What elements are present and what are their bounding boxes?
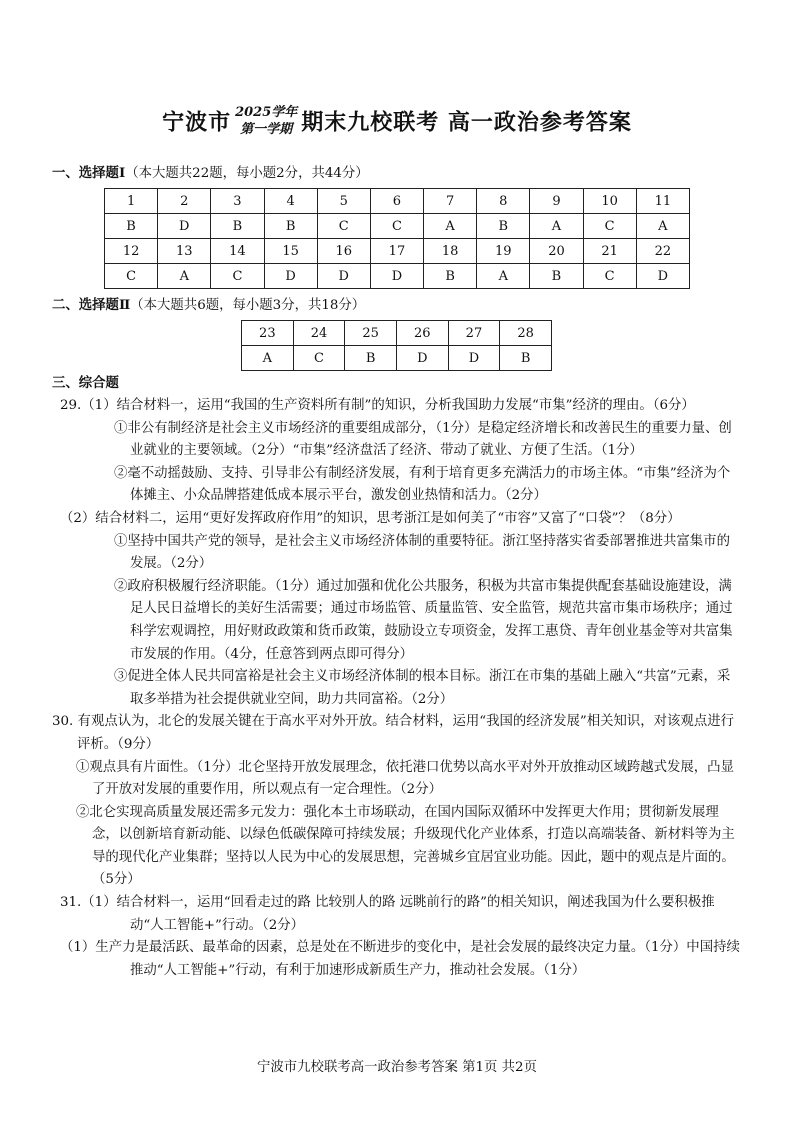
table-cell: A <box>424 214 477 239</box>
title-term: 第一学期 <box>240 122 293 137</box>
table-cell: 2 <box>158 189 211 214</box>
table-cell: 12 <box>105 239 158 264</box>
table-cell: 28 <box>500 321 552 346</box>
table-cell: B <box>345 346 397 371</box>
page-footer: 宁波市九校联考高一政治参考答案 第1页 共2页 <box>257 1060 537 1075</box>
table-cell: D <box>636 264 689 289</box>
table-cell: A <box>242 346 294 371</box>
table-cell: D <box>396 346 448 371</box>
table-row <box>105 239 690 264</box>
table-cell: B <box>477 214 530 239</box>
title-term-stack <box>235 104 297 138</box>
table-cell: D <box>264 264 317 289</box>
table-cell: 8 <box>477 189 530 214</box>
answer-paragraph: ③促进全体人民共同富裕是社会主义市场经济体制的根本目标。浙江在市集的基础上融入“共富”元素，采取多举措为社会提供就业空间，助力共同富裕。（2分） <box>114 669 731 707</box>
table-cell: A <box>530 214 583 239</box>
section-1-note: （本大题共22题，每小题2分，共44分） <box>125 166 369 181</box>
answer-paragraph: 30. 有观点认为，北仑的发展关键在于高水平对外开放。结合材料，运用“我国的经济发展”相关知识，对该观点进行评析。（9分） <box>52 714 734 752</box>
table-row <box>242 321 552 346</box>
section-1-heading <box>52 162 369 181</box>
table-cell: B <box>500 346 552 371</box>
table-cell: 6 <box>370 189 423 214</box>
table-row <box>105 189 690 214</box>
table-cell: D <box>158 214 211 239</box>
section-2-note: （本大题共6题，每小题3分，共18分） <box>130 298 366 313</box>
table-cell: 20 <box>530 239 583 264</box>
table-cell: B <box>530 264 583 289</box>
answer-table-1 <box>104 188 690 289</box>
section-3-heading: 三、综合题 <box>52 375 119 391</box>
table-cell: C <box>583 264 636 289</box>
table-cell: B <box>105 214 158 239</box>
answer-paragraph: ②北仑实现高质量发展还需多元发力：强化本土市场联动，在国内国际双循环中发挥更大作用；贯彻新发展理念，以创新培育新动能、以绿色低碳保障可持续发展；升级现代化产业体系，打造以高端装备、新材料等为主导的现代化产业集群；坚持以人民为中心的发展思想，完善城乡宜居宜业功能。因此，题中的观点是片面的。（5分） <box>76 804 735 888</box>
table-cell: 25 <box>345 321 397 346</box>
section-2-title: 二、选择题Ⅱ <box>52 297 131 313</box>
table-cell: D <box>448 346 500 371</box>
table-cell: 1 <box>105 189 158 214</box>
table-cell: 21 <box>583 239 636 264</box>
title-prefix: 宁波市 <box>162 109 232 136</box>
table-cell: B <box>211 214 264 239</box>
table-cell: A <box>477 264 530 289</box>
title-year: 2025学年 <box>235 105 298 120</box>
page-title <box>0 104 794 138</box>
table-cell: 11 <box>636 189 689 214</box>
table-cell: 5 <box>317 189 370 214</box>
table-cell: 14 <box>211 239 264 264</box>
answer-paragraph: ①观点具有片面性。（1分）北仑坚持开放发展理念，依托港口优势以高水平对外开放推动区域跨越式发展，凸显了开放对发展的重要作用，所以观点有一定合理性。（2分） <box>76 759 734 798</box>
table-cell: 18 <box>424 239 477 264</box>
table-cell: 13 <box>158 239 211 264</box>
answer-paragraph: （1）生产力是最活跃、最革命的因素，总是处在不断进步的变化中，是社会发展的最终决定力量。（1分）中国持续推动“人工智能+”行动，有利于加速形成新质生产力，推动社会发展。（1分） <box>60 940 740 978</box>
answer-paragraph: 29.（1）结合材料一，运用“我国的生产资料所有制”的知识，分析我国助力发展“市集”经济的理由。（6分） <box>60 398 695 413</box>
table-cell: B <box>424 264 477 289</box>
table-cell: 24 <box>293 321 345 346</box>
table-cell: 10 <box>583 189 636 214</box>
answer-paragraph: ②政府积极履行经济职能。（1分）通过加强和优化公共服务，积极为共富市集提供配套基础设施建设，满足人民日益增长的美好生活需要；通过市场监管、质量监管、安全监管，规范共富市集市场秩序；通过科学宏观调控，用好财政政策和货币政策，鼓励设立专项资金，发挥工惠贷、青年创业基金等对共富集市发展的作用。（4分，任意答到两点即可得分） <box>114 578 733 662</box>
section-2-heading <box>52 294 365 313</box>
table-cell: 4 <box>264 189 317 214</box>
table-cell: 16 <box>317 239 370 264</box>
table-cell: 9 <box>530 189 583 214</box>
table-cell: C <box>211 264 264 289</box>
table-cell: C <box>583 214 636 239</box>
table-row <box>242 346 552 371</box>
table-cell: 7 <box>424 189 477 214</box>
table-cell: B <box>264 214 317 239</box>
table-cell: 23 <box>242 321 294 346</box>
answer-paragraph: ①坚持中国共产党的领导，是社会主义市场经济体制的重要特征。浙江坚持落实省委部署推进共富集市的发展。（2分） <box>114 533 730 572</box>
table-row <box>105 264 690 289</box>
table-cell: 26 <box>396 321 448 346</box>
table-cell: 27 <box>448 321 500 346</box>
table-cell: 15 <box>264 239 317 264</box>
answer-paragraph: ②毫不动摇鼓励、支持、引导非公有制经济发展，有利于培育更多充满活力的市场主体。“市集”经济为个体摊主、小众品牌搭建低成本展示平台，激发创业热情和活力。（2分） <box>114 465 731 504</box>
table-cell: 3 <box>211 189 264 214</box>
title-suffix: 期末九校联考 高一政治参考答案 <box>301 109 632 136</box>
table-row <box>105 214 690 239</box>
table-cell: C <box>317 214 370 239</box>
essay-answers <box>52 395 742 982</box>
answer-paragraph: ①非公有制经济是社会主义市场经济的重要组成部分，（1分）是稳定经济增长和改善民生的重要力量、创业就业的主要领域。（2分）“市集”经济盘活了经济、带动了就业、方便了生活。（1分） <box>114 420 732 459</box>
section-1-title: 一、选择题Ⅰ <box>52 165 126 181</box>
answer-paragraph: 31.（1）结合材料一，运用“回看走过的路 比较别人的路 远眺前行的路”的相关知识，阐述我国为什么要积极推动“人工智能+”行动。（2分） <box>60 895 715 933</box>
answer-paragraph: （2）结合材料二，运用“更好发挥政府作用”的知识，思考浙江是如何美了“市容”又富了“口袋”？（8分） <box>60 510 681 526</box>
table-cell: A <box>158 264 211 289</box>
table-cell: 19 <box>477 239 530 264</box>
table-cell: C <box>105 264 158 289</box>
table-cell: C <box>370 214 423 239</box>
table-cell: 22 <box>636 239 689 264</box>
table-cell: A <box>636 214 689 239</box>
table-cell: D <box>370 264 423 289</box>
table-cell: C <box>293 346 345 371</box>
table-cell: D <box>317 264 370 289</box>
table-cell: 17 <box>370 239 423 264</box>
answer-table-2 <box>241 320 552 371</box>
